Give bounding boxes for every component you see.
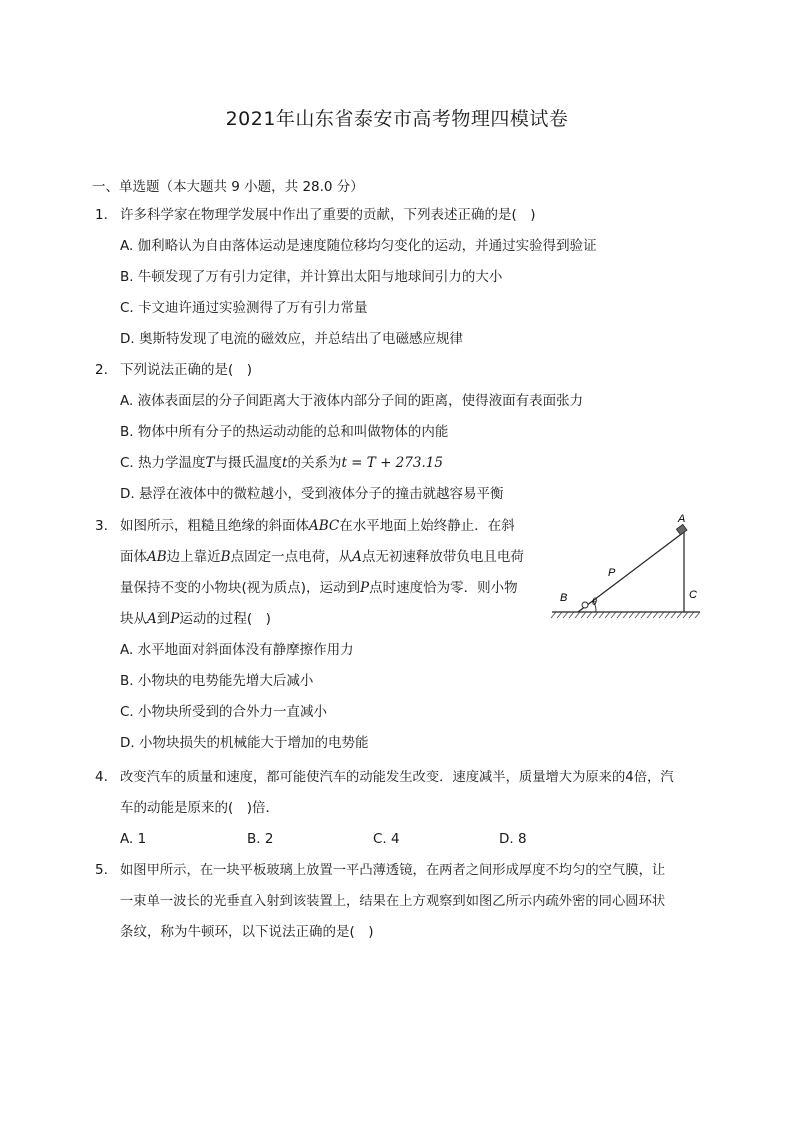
paper-title: 2021年山东省泰安市高考物理四模试卷 — [225, 108, 569, 130]
option-b: B. 2 — [247, 831, 274, 847]
text: 点固定一点电荷，从 — [230, 549, 353, 565]
option-a: A. 液体表面层的分子间距离大于液体内部分子间的距离，使得液面有表面张力 — [120, 393, 584, 409]
question-stem-line: 车的动能是原来的( )倍． — [120, 800, 280, 816]
section-heading: 一、单选题（本大题共 9 小题，共 28.0 分） — [92, 179, 364, 195]
option-c: C. 4 — [373, 831, 400, 847]
ground-hatching — [551, 612, 700, 618]
option-c: C. 小物块所受到的合外力一直减小 — [120, 704, 328, 720]
option-a: A. 水平地面对斜面体没有静摩擦作用力 — [120, 642, 354, 658]
question-stem-line: 改变汽车的质量和速度，都可能使汽车的动能发生改变．速度减半，质量增大为原来的4倍，汽 — [120, 770, 674, 785]
question-stem-line — [120, 573, 540, 604]
math-var: T — [205, 455, 215, 471]
option-text: 的关系为 — [287, 455, 342, 471]
math-var: P — [360, 580, 370, 596]
point-charge — [582, 602, 588, 608]
label-c: C — [689, 589, 697, 601]
incline-figure — [548, 508, 708, 624]
question-number: 2. — [95, 362, 108, 378]
math-var: A — [147, 611, 157, 627]
option-b: B. 物体中所有分子的热运动动能的总和叫做物体的内能 — [120, 424, 449, 440]
text: 面体 — [120, 549, 147, 565]
text: 到 — [156, 611, 171, 627]
math-var: A — [352, 549, 362, 565]
question-stem-line: 一束单一波长的光垂直入射到该装置上，结果在上方观察到如图乙所示内疏外密的同心圆环状 — [120, 894, 666, 909]
question-stem-line — [120, 604, 540, 635]
option-b: B. 小物块的电势能先增大后减小 — [120, 673, 314, 689]
label-a: A — [678, 513, 686, 525]
text: 如图所示，粗糙且绝缘的斜面体 — [120, 518, 309, 534]
question-stem-line — [120, 511, 540, 542]
option-c — [120, 448, 443, 479]
question-stem: 许多科学家在物理学发展中作出了重要的贡献，下列表述正确的是( ) — [120, 207, 536, 223]
text: 边上靠近 — [166, 549, 221, 565]
text: 点无初速释放带负电且电荷 — [361, 549, 524, 565]
option-d: D. 8 — [499, 831, 527, 847]
question-number: 3. — [95, 518, 108, 534]
text: 运动的过程( ) — [179, 611, 271, 627]
math-var: B — [220, 549, 231, 565]
option-d: D. 悬浮在液体中的微粒越小，受到液体分子的撞击就越容易平衡 — [120, 486, 504, 502]
label-b: B — [560, 592, 568, 604]
math-var: AB — [147, 549, 167, 565]
math-var: t — [282, 455, 288, 471]
option-b: B. 牛顿发现了万有引力定律，并计算出太阳与地球间引力的大小 — [120, 269, 503, 285]
math-var: ABC — [309, 518, 340, 534]
question-number: 1. — [95, 207, 108, 223]
option-text: 与摄氏温度 — [214, 455, 283, 471]
option-text: C. 热力学温度 — [120, 455, 206, 471]
question-stem-line — [120, 542, 540, 573]
option-d: D. 奥斯特发现了电流的磁效应，并总结出了电磁感应规律 — [120, 331, 463, 347]
question-stem-line: 条纹，称为牛顿环，以下说法正确的是( ) — [120, 924, 374, 940]
question-number: 4. — [95, 769, 108, 785]
text: 点时速度恰为零．则小物 — [369, 580, 518, 596]
question-stem-line: 如图甲所示，在一块平板玻璃上放置一平凸薄透镜，在两者之间形成厚度不均匀的空气膜，让 — [120, 863, 666, 878]
question-number: 5. — [95, 862, 108, 878]
text: 块从 — [120, 611, 147, 627]
math-formula: t = T + 273.15 — [341, 455, 443, 471]
label-theta: θ — [592, 597, 597, 608]
option-a: A. 伽利略认为自由落体运动是速度随位移均匀变化的运动，并通过实验得到验证 — [120, 238, 597, 254]
question-stem: 下列说法正确的是( ) — [120, 362, 253, 378]
small-block — [676, 524, 687, 534]
option-a: A. 1 — [120, 831, 147, 847]
option-c: C. 卡文迪许通过实验测得了万有引力常量 — [120, 300, 368, 316]
math-var: P — [170, 611, 180, 627]
label-p: P — [608, 567, 616, 579]
text: 量保持不变的小物块(视为质点)，运动到 — [120, 580, 361, 596]
option-d: D. 小物块损失的机械能大于增加的电势能 — [120, 735, 369, 751]
text: 在水平地面上始终静止．在斜 — [339, 518, 515, 534]
